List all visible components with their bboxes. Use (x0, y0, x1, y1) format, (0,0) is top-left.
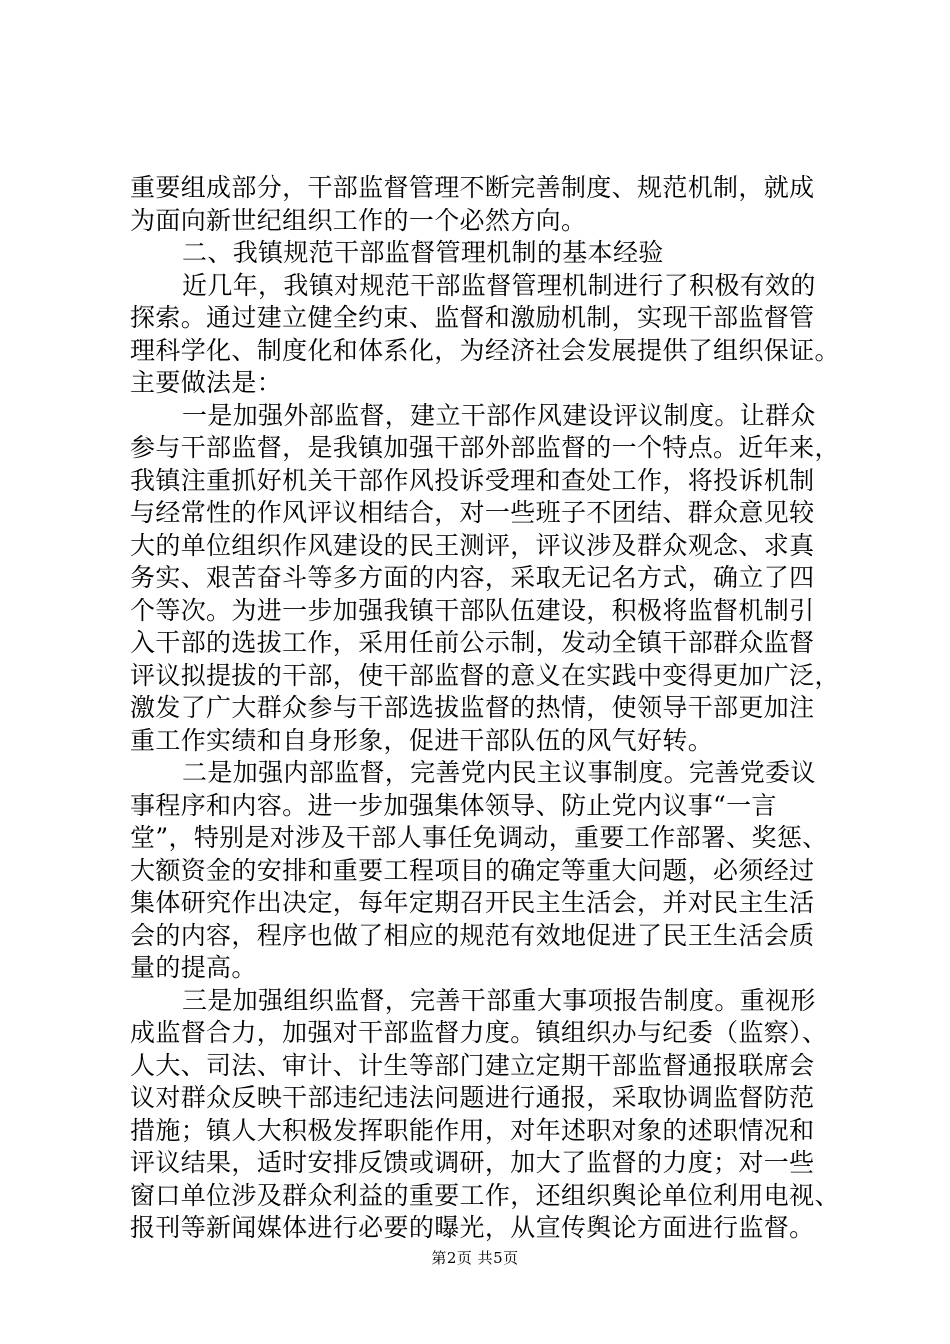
text-line: 激发了广大群众参与干部选拔监督的热情，使领导干部更加注 (130, 693, 815, 722)
text-line: 为面向新世纪组织工作的一个必然方向。 (130, 205, 587, 235)
text-line: 参与干部监督，是我镇加强干部外部监督的一个特点。近年来， (130, 433, 840, 462)
text-line: 评议结果，适时安排反馈或调研，加大了监督的力度；对一些 (130, 1148, 815, 1177)
text-line: 措施；镇人大积极发挥职能作用，对年述职对象的述职情况和 (130, 1115, 815, 1145)
text-line: 重工作实绩和自身形象，促进干部队伍的风气好转。 (130, 725, 714, 755)
text-line: 评议拟提拔的干部，使干部监督的意义在实践中变得更加广泛， (130, 660, 840, 690)
text-line: 报刊等新闻媒体进行必要的曝光，从宣传舆论方面进行监督。 (130, 1213, 815, 1242)
text-line: 与经常性的作风评议相结合，对一些班子不团结、群众意见较 (130, 498, 815, 527)
text-line: 一是加强外部监督，建立干部作风建设评议制度。让群众 (182, 400, 816, 430)
text-line: 理科学化、制度化和体系化，为经济社会发展提供了组织保证。 (130, 335, 840, 365)
text-line: 主要做法是： (130, 368, 283, 397)
text-line: 三是加强组织监督，完善干部重大事项报告制度。重视形 (182, 985, 816, 1015)
text-line: 务实、艰苦奋斗等多方面的内容，采取无记名方式，确立了四 (130, 563, 815, 592)
text-line: 二是加强内部监督，完善党内民主议事制度。完善党委议 (182, 758, 816, 787)
text-line: 大的单位组织作风建设的民王测评，评议涉及群众观念、求真 (130, 530, 815, 560)
text-line: 二、我镇规范干部监督管理机制的基本经验 (182, 238, 664, 267)
text-line: 入干部的选拔工作，采用任前公示制，发动全镇干部群众监督 (130, 628, 815, 657)
text-line: 事程序和内容。进一步加强集体领导、防止党内议事“一言 (130, 790, 777, 820)
text-line: 个等次。为进一步加强我镇干部队伍建设，积极将监督机制引 (130, 595, 815, 625)
text-line: 窗口单位涉及群众利益的重要工作，还组织舆论单位利用电视、 (130, 1180, 840, 1210)
text-line: 议对群众反映干部违纪违法问题进行通报，采取协调监督防范 (130, 1083, 815, 1112)
page-footer: 第2页 共5页 (431, 1249, 519, 1267)
text-line: 堂”，特别是对涉及干部人事任免调动，重要工作部署、奖惩、 (130, 823, 828, 852)
document-body (130, 172, 840, 1245)
text-line: 量的提高。 (130, 953, 257, 982)
text-line: 成监督合力，加强对干部监督力度。镇组织办与纪委（监察）、 (130, 1018, 828, 1047)
text-line: 人大、司法、审计、计生等部门建立定期干部监督通报联席会 (130, 1050, 815, 1080)
text-line: 会的内容，程序也做了相应的规范有效地促进了民王生活会质 (130, 920, 815, 950)
text-line: 重要组成部分，干部监督管理不断完善制度、规范机制，就成 (130, 173, 815, 202)
text-line: 大额资金的安排和重要工程项目的确定等重大问题，必须经过 (130, 855, 815, 885)
text-line: 近几年，我镇对规范干部监督管理机制进行了积极有效的 (182, 270, 816, 300)
text-line: 探索。通过建立健全约束、监督和激励机制，实现干部监督管 (130, 303, 815, 332)
text-line: 我镇注重抓好机关干部作风投诉受理和查处工作，将投诉机制 (130, 465, 815, 495)
text-line: 集体研究作出决定，每年定期召开民主生活会，并对民主生活 (130, 888, 815, 917)
